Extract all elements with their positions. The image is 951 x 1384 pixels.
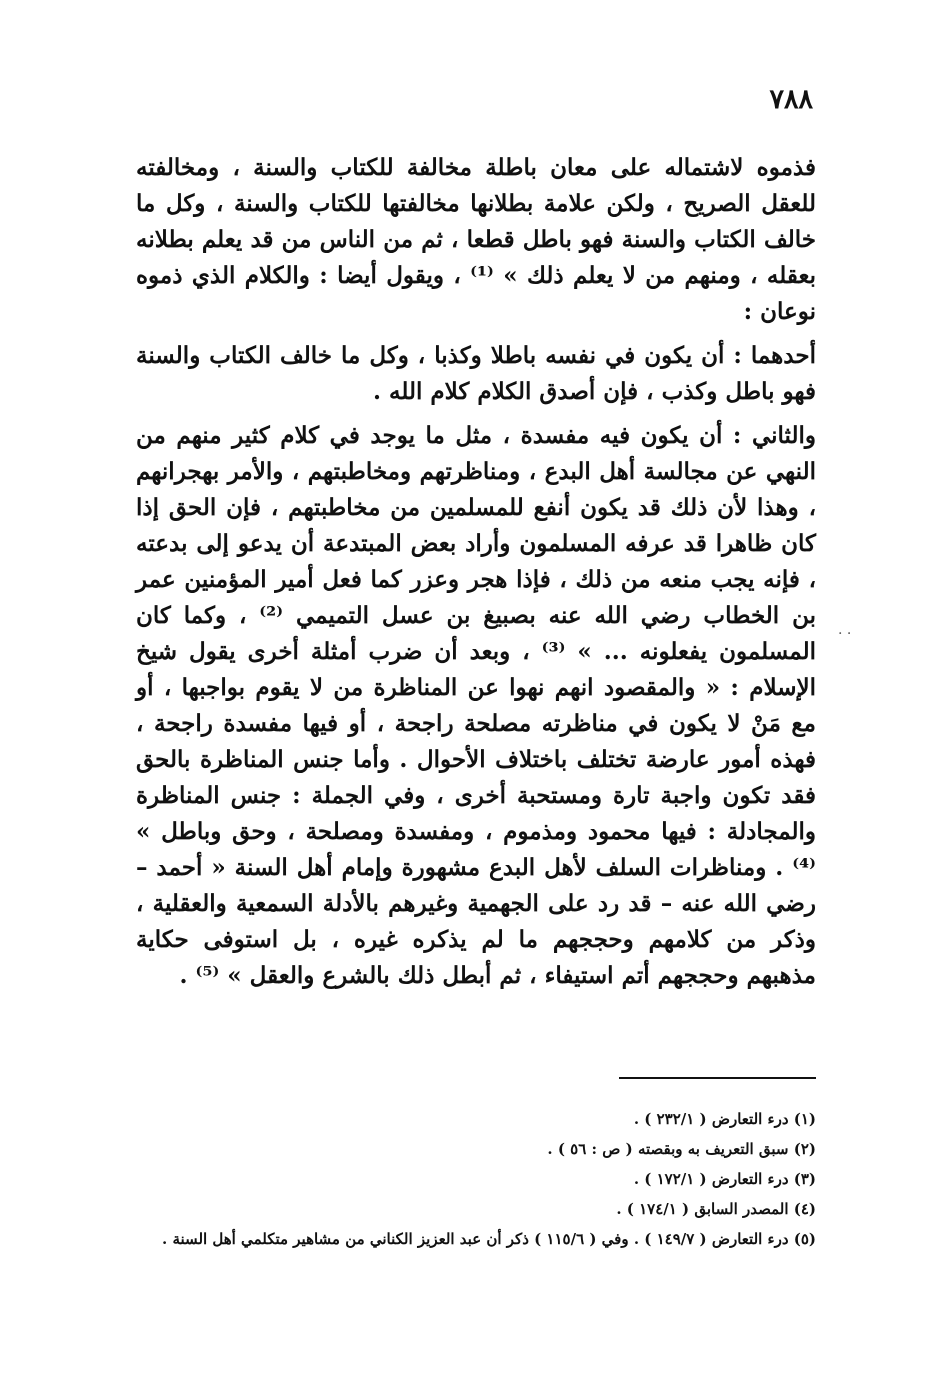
main-text: [136, 150, 816, 1002]
paragraph-1: [136, 150, 816, 330]
footnotes: [136, 1104, 816, 1254]
page-number: ٧٨٨: [769, 84, 813, 115]
paragraph-2: [136, 338, 816, 410]
footnote-1: (١) درء التعارض ( ٢٣٢/١ ) .: [633, 1110, 816, 1128]
paragraph-lead: أحدهما: [750, 342, 816, 369]
paragraph-text: فذموه لاشتماله على معان باطلة مخالفة للكتاب والسنة ، ومخالفته للعقل الصريح ، ولكن علامة بطلانها مخالفتها للكتاب والسنة ، وكل ما خالف الكتاب والسنة فهو باطل قطعا ، ثم من الناس من قد يعلم بطلانه بعقله ، ومنهم من لا يعلم ذلك » ⁽¹⁾ ، ويقول أيضا : والكلام الذي ذموه نوعان :: [136, 154, 816, 325]
footnote-5: (٥) درء التعارض ( ١٤٩/٧ ) . وفي ( ١١٥/٦ ) ذكر أن عبد العزيز الكناني من مشاهير متكلمي أهل السنة .: [162, 1230, 816, 1248]
paragraph-lead: والثاني: [751, 422, 816, 449]
footnote-4: (٤) المصدر السابق ( ١٧٤/١ ) .: [616, 1200, 816, 1218]
paragraph-text: : أن يكون فيه مفسدة ، مثل ما يوجد في كلام كثير منهم من النهي عن مجالسة أهل البدع ، ومناظرتهم ومخاطبتهم ، والأمر بهجرانهم ، وهذا لأن ذلك قد يكون أنفع للمسلمين من مخاطبتهم ، فإن الحق إذا كان ظاهرا قد عرفه المسلمون وأراد بعض المبتدعة أن يدعو إلى بدعته ، فإنه يجب منعه من ذلك ، فإذا هجر وعزر كما فعل أمير المؤمنين عمر بن الخطاب رضي الله عنه بصبيغ بن عسل التميمي ⁽²⁾ ، وكما كان المسلمون يفعلونه ... » ⁽³⁾ ، وبعد أن ضرب أمثلة أخرى يقول شيخ الإسلام : « والمقصود انهم نهوا عن المناظرة من لا يقوم بواجبها ، أو مع مَنْ لا يكون في مناظرته مصلحة راجحة ، أو فيها مفسدة راجحة ، فهذه أمور عارضة تختلف باختلاف الأحوال . وأما جنس المناظرة بالحق فقد تكون واجبة تارة ومستحبة أخرى ، وفي الجملة : جنس المناظرة والمجادلة : فيها محمود ومذموم ، ومفسدة ومصلحة ، وحق وباطل » ⁽⁴⁾ . ومناظرات السلف لأهل البدع مشهورة وإمام أهل السنة « أحمد – رضي الله عنه – قد رد على الجهمية وغيرهم بالأدلة السمعية والعقلية ، وذكر من كلامهم وحججهم ما لم يذكره غيره ، بل استوفى حكاية مذهبهم وحججهم أتم استيفاء ، ثم أبطل ذلك بالشرع والعقل » ⁽⁵⁾ .: [136, 422, 816, 989]
paragraph-3: [136, 418, 816, 994]
footnote-2: (٢) سبق التعريف به وبقصته ( ص : ٥٦ ) .: [547, 1140, 816, 1158]
margin-dots: . .: [838, 622, 852, 638]
paragraph-text: : أن يكون في نفسه باطلا وكذبا ، وكل ما خالف الكتاب والسنة فهو باطل وكذب ، فإن أصدق الكلام كلام الله .: [136, 342, 816, 405]
footnote-divider: [619, 1077, 816, 1079]
footnote-3: (٣) درء التعارض ( ١٧٢/١ ) .: [633, 1170, 816, 1188]
